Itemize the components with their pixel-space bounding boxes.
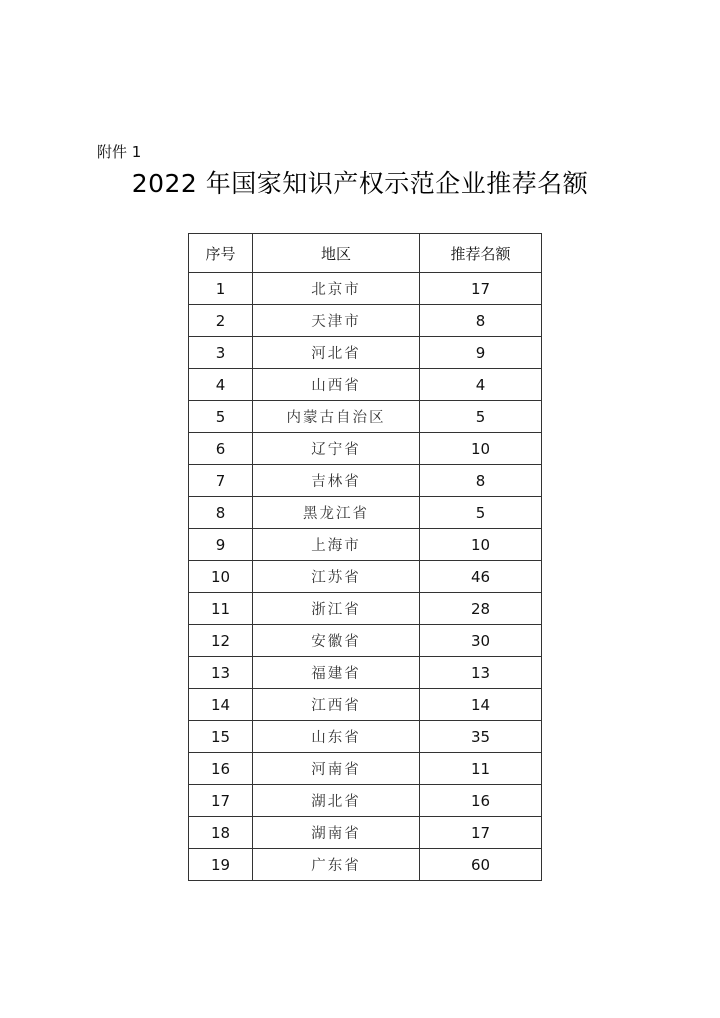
cell-serial: 17 — [189, 785, 253, 817]
cell-quota: 30 — [420, 625, 542, 657]
cell-quota: 8 — [420, 465, 542, 497]
cell-quota: 11 — [420, 753, 542, 785]
cell-quota: 13 — [420, 657, 542, 689]
quota-table — [188, 233, 542, 881]
cell-quota: 9 — [420, 337, 542, 369]
cell-serial: 13 — [189, 657, 253, 689]
cell-region: 江苏省 — [253, 561, 420, 593]
cell-region: 广东省 — [253, 849, 420, 881]
cell-serial: 14 — [189, 689, 253, 721]
header-region: 地区 — [253, 234, 420, 273]
table-row — [189, 753, 542, 785]
table-row — [189, 433, 542, 465]
cell-quota: 10 — [420, 529, 542, 561]
header-serial: 序号 — [189, 234, 253, 273]
cell-region: 辽宁省 — [253, 433, 420, 465]
cell-quota: 5 — [420, 497, 542, 529]
cell-quota: 8 — [420, 305, 542, 337]
cell-quota: 35 — [420, 721, 542, 753]
cell-serial: 18 — [189, 817, 253, 849]
table-row — [189, 689, 542, 721]
cell-serial: 2 — [189, 305, 253, 337]
cell-quota: 10 — [420, 433, 542, 465]
table-header-row — [189, 234, 542, 273]
cell-region: 内蒙古自治区 — [253, 401, 420, 433]
cell-region: 天津市 — [253, 305, 420, 337]
table-row — [189, 465, 542, 497]
table-row — [189, 305, 542, 337]
cell-serial: 3 — [189, 337, 253, 369]
cell-region: 吉林省 — [253, 465, 420, 497]
cell-region: 河南省 — [253, 753, 420, 785]
cell-region: 河北省 — [253, 337, 420, 369]
table-row — [189, 561, 542, 593]
table-row — [189, 721, 542, 753]
table-row — [189, 593, 542, 625]
attachment-label: 附件 1 — [97, 143, 142, 161]
cell-serial: 12 — [189, 625, 253, 657]
cell-region: 安徽省 — [253, 625, 420, 657]
table-row — [189, 529, 542, 561]
cell-region: 黑龙江省 — [253, 497, 420, 529]
table-row — [189, 657, 542, 689]
cell-region: 北京市 — [253, 273, 420, 305]
cell-serial: 11 — [189, 593, 253, 625]
cell-region: 上海市 — [253, 529, 420, 561]
table-row — [189, 625, 542, 657]
table-row — [189, 337, 542, 369]
table-row — [189, 401, 542, 433]
header-quota: 推荐名额 — [420, 234, 542, 273]
cell-region: 湖北省 — [253, 785, 420, 817]
cell-serial: 10 — [189, 561, 253, 593]
cell-serial: 4 — [189, 369, 253, 401]
cell-quota: 14 — [420, 689, 542, 721]
cell-quota: 5 — [420, 401, 542, 433]
cell-quota: 17 — [420, 273, 542, 305]
cell-serial: 16 — [189, 753, 253, 785]
cell-serial: 8 — [189, 497, 253, 529]
table-row — [189, 849, 542, 881]
table-row — [189, 817, 542, 849]
table-row — [189, 497, 542, 529]
cell-quota: 16 — [420, 785, 542, 817]
cell-serial: 5 — [189, 401, 253, 433]
cell-region: 江西省 — [253, 689, 420, 721]
cell-quota: 17 — [420, 817, 542, 849]
table-row — [189, 785, 542, 817]
cell-serial: 9 — [189, 529, 253, 561]
cell-serial: 15 — [189, 721, 253, 753]
cell-region: 山东省 — [253, 721, 420, 753]
cell-region: 山西省 — [253, 369, 420, 401]
cell-serial: 6 — [189, 433, 253, 465]
cell-serial: 1 — [189, 273, 253, 305]
cell-serial: 7 — [189, 465, 253, 497]
cell-region: 湖南省 — [253, 817, 420, 849]
cell-quota: 28 — [420, 593, 542, 625]
page-title: 2022 年国家知识产权示范企业推荐名额 — [131, 169, 589, 198]
table-row — [189, 273, 542, 305]
cell-region: 福建省 — [253, 657, 420, 689]
table-row — [189, 369, 542, 401]
cell-quota: 46 — [420, 561, 542, 593]
cell-serial: 19 — [189, 849, 253, 881]
cell-quota: 60 — [420, 849, 542, 881]
cell-quota: 4 — [420, 369, 542, 401]
cell-region: 浙江省 — [253, 593, 420, 625]
